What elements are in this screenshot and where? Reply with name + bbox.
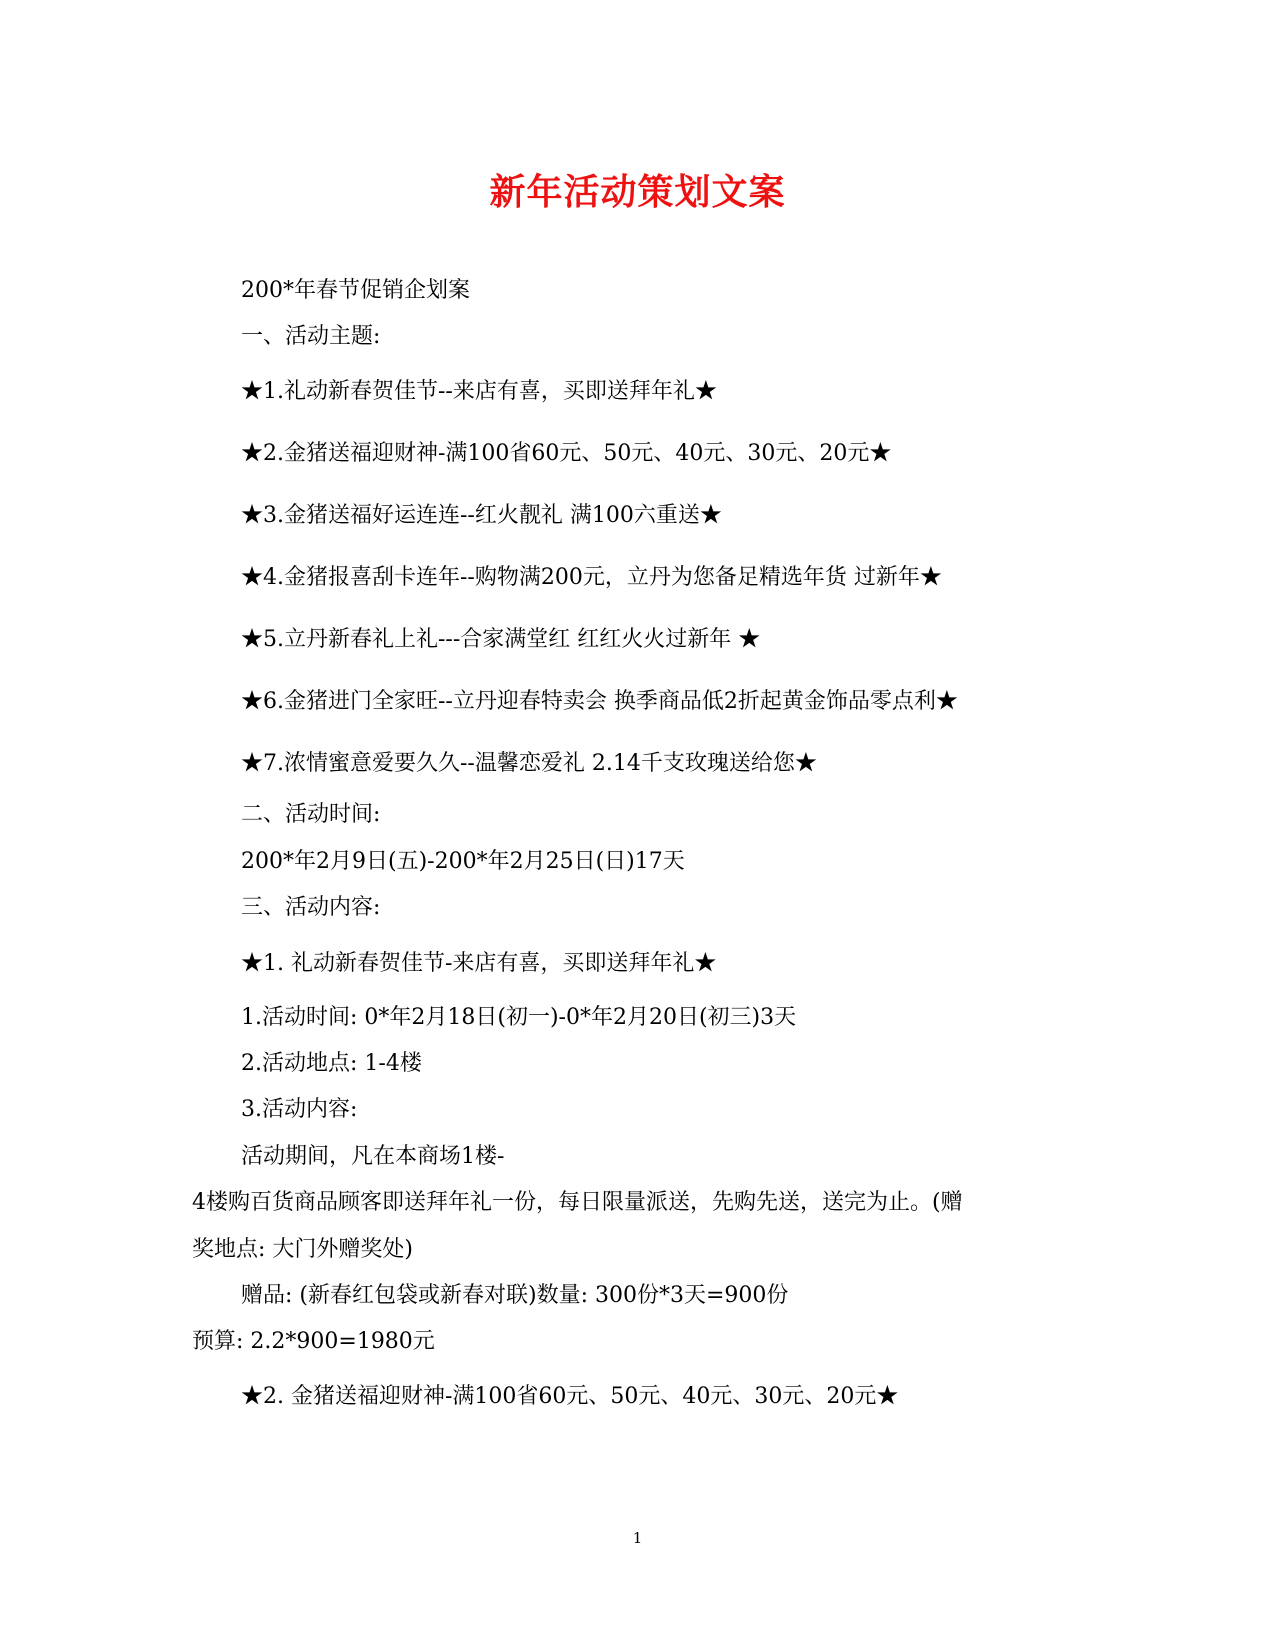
text-line: 200*年2月9日(五)-200*年2月25日(日)17天	[241, 849, 685, 874]
theme-item: ★1.礼动新春贺佳节--来店有喜，买即送拜年礼★	[241, 379, 717, 404]
theme-item: ★2.金猪送福迎财神-满100省60元、50元、40元、30元、20元★	[241, 441, 892, 466]
section-heading: 一、活动主题:	[241, 324, 381, 349]
theme-item: ★4.金猪报喜刮卡连年--购物满200元，立丹为您备足精选年货 过新年★	[241, 565, 942, 590]
text-line: 4楼购百货商品顾客即送拜年礼一份，每日限量派送，先购先送，送完为止。(赠	[192, 1190, 963, 1215]
page-number: 1	[632, 1529, 643, 1547]
theme-item: ★5.立丹新春礼上礼---合家满堂红 红红火火过新年 ★	[241, 627, 761, 652]
subsection-heading: ★2. 金猪送福迎财神-满100省60元、50元、40元、30元、20元★	[241, 1384, 899, 1409]
theme-item: ★6.金猪进门全家旺--立丹迎春特卖会 换季商品低2折起黄金饰品零点利★	[241, 689, 958, 714]
section-heading: 二、活动时间:	[241, 802, 381, 827]
text-line: 奖地点: 大门外赠奖处)	[192, 1237, 413, 1262]
text-line: 3.活动内容:	[241, 1097, 358, 1122]
theme-item: ★7.浓情蜜意爱要久久--温馨恋爱礼 2.14千支玫瑰送给您★	[241, 751, 817, 776]
subsection-heading: ★1. 礼动新春贺佳节-来店有喜，买即送拜年礼★	[241, 951, 717, 976]
text-line: 活动期间，凡在本商场1楼-	[241, 1144, 505, 1169]
text-line: 200*年春节促销企划案	[241, 278, 470, 303]
text-line: 赠品: (新春红包袋或新春对联)数量: 300份*3天=900份	[241, 1283, 789, 1308]
text-line: 1.活动时间: 0*年2月18日(初一)-0*年2月20日(初三)3天	[241, 1005, 797, 1030]
document-title: 新年活动策划文案	[489, 171, 786, 213]
section-heading: 三、活动内容:	[241, 895, 381, 920]
theme-item: ★3.金猪送福好运连连--红火靓礼 满100六重送★	[241, 503, 722, 528]
text-line: 预算: 2.2*900=1980元	[192, 1329, 435, 1354]
text-line: 2.活动地点: 1-4楼	[241, 1051, 422, 1076]
